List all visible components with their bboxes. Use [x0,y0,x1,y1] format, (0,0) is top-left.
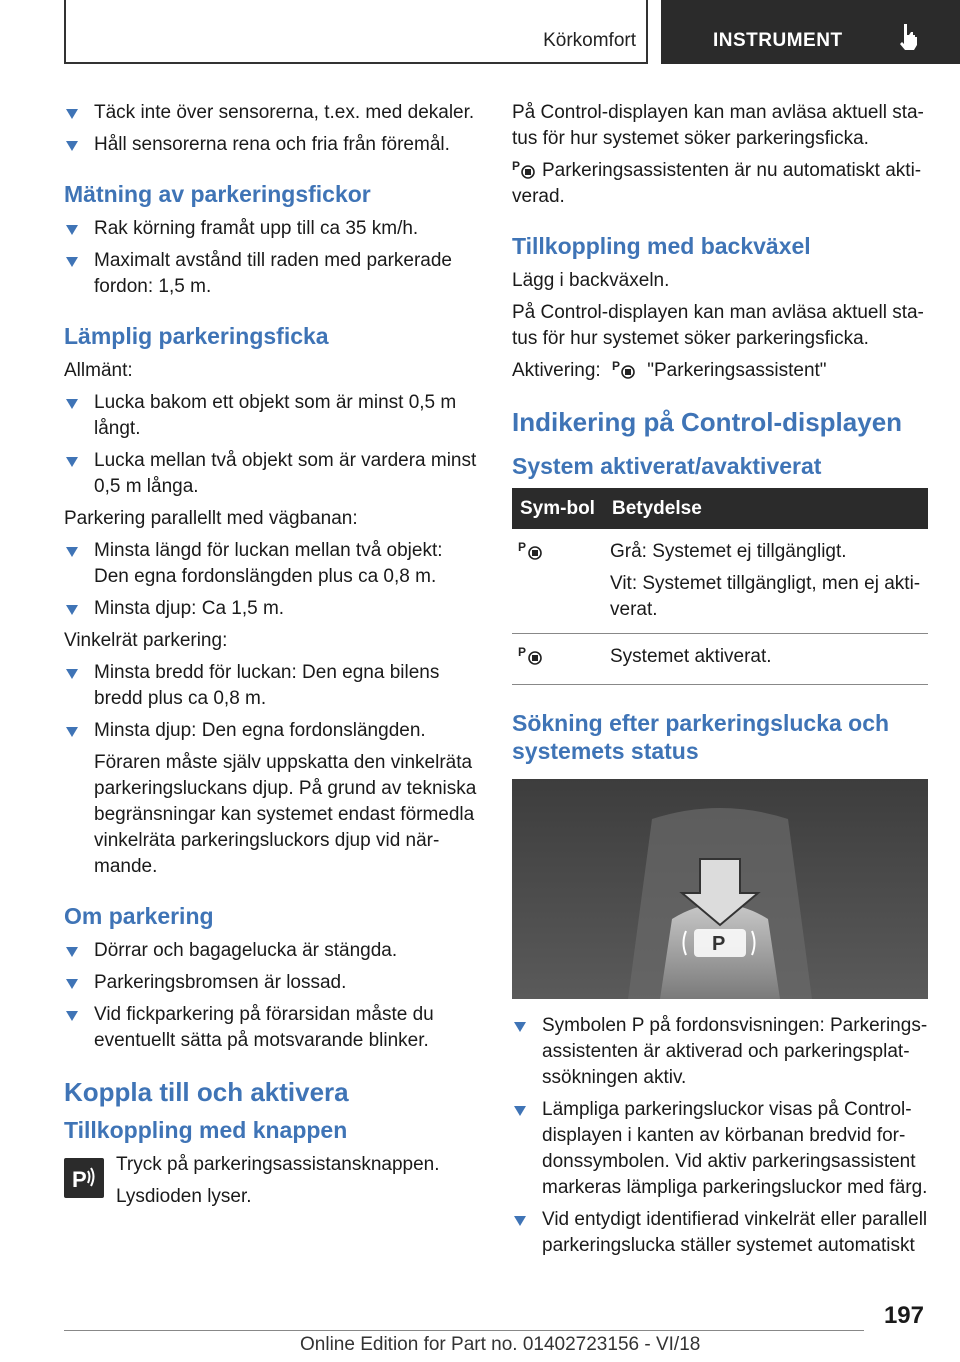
table-row [512,529,928,634]
table-header-meaning: Betydelse [604,488,928,529]
text-active-meaning: Systemet aktiverat. [604,634,928,685]
text-grey-meaning: Grå: Systemet ej tillgängligt. [610,541,847,562]
list-item: Parkeringsbromsen är lossad. [64,970,480,996]
list-item: Maximalt avstånd till raden med parkerade fordon: 1,5 m. [64,248,480,300]
heading-search: Sökning efter parkeringslucka och systemets status [512,710,890,764]
svg-text:P: P [712,933,726,955]
text-parallel: Parkering parallellt med vägbanan: [64,508,358,529]
button-instruction [64,1152,480,1216]
list-item: Rak körning framåt upp till ca 35 km/h. [64,216,480,242]
car-parking-display-illustration [512,779,928,999]
parking-assist-symbol-icon [512,158,536,180]
text-status: På Control-displayen kan man avläsa aktuell sta-tus för hur systemet söker parkeringsficka. [512,102,924,149]
parking-assist-symbol-icon [612,358,636,380]
list-item: Lucka mellan två objekt som är vardera minst 0,5 m långa. [64,448,480,500]
text-reverse: Lägg i backväxeln. [512,270,670,291]
svg-text:P: P [518,645,527,659]
list-item: Vid fickparkering på förarsidan måste du eventuellt sätta på motsvarande blinker. [64,1002,480,1054]
parking-assist-button-icon [64,1158,104,1198]
list-item: Symbolen P på fordonsvisningen: Parkerings-assistenten är aktiverad och parkeringsplat-ssökningen aktiv. [512,1013,928,1091]
header-chapter-box [661,0,960,64]
list-item: Lucka bakom ett objekt som är minst 0,5 m långt. [64,390,480,442]
table-header-symbol: Sym-bol [512,488,604,529]
heading-suitable: Lämplig parkeringsficka [64,323,329,349]
header-chapter-title: INSTRUMENT [713,30,843,51]
parking-assist-active-icon [518,644,544,666]
symbol-table [512,488,928,685]
heading-connect: Koppla till och aktivera [64,1077,349,1107]
heading-system-status: System aktiverat/avaktiverat [512,453,822,479]
bullet-list-general [64,390,480,500]
heading-indication: Indikering på Control-displayen [512,407,903,437]
text-status-2: På Control-displayen kan man avläsa aktuell sta-tus för hur systemet söker parkeringsficka. [512,302,924,349]
bullet-list-parallel [64,538,480,622]
header-section-title: Körkomfort [543,30,636,51]
bullet-list-about [64,938,480,1054]
footer-divider [64,1330,864,1331]
text-led: Lysdioden lyser. [116,1186,252,1207]
right-column [512,100,928,1265]
control-display-image [512,779,928,999]
heading-about-parking: Om parkering [64,903,214,929]
text-perp-note: Föraren måste själv uppskatta den vinkelräta parkeringsluckans djup. På grund av tekniska begränsningar kan systemet endast förmedla vinkelräta parkeringsluckors djup vid när-mande. [94,752,477,877]
parking-assist-inactive-icon [518,539,544,561]
list-item: Minsta djup: Ca 1,5 m. [64,596,480,622]
list-item: Dörrar och bagagelucka är stängda. [64,938,480,964]
list-item: Minsta djup: Den egna fordonslängden. [64,718,480,744]
list-item: Minsta längd för luckan mellan två objekt: Den egna fordonslängden plus ca 0,8 m. [64,538,480,590]
svg-text:P: P [611,359,620,373]
pointing-hand-icon [897,24,919,50]
footer-edition: Online Edition for Part no. 01402723156 - VI/18 [300,1334,701,1355]
text-press: Tryck på parkeringsassistansknappen. [116,1154,440,1175]
heading-measure: Mätning av parkeringsfickor [64,181,371,207]
text-perpendicular: Vinkelrät parkering: [64,630,228,651]
svg-text:P: P [518,540,527,554]
list-item: Lämpliga parkeringsluckor visas på Control-displayen i kanten av körbanan bredvid for-donssymbolen. Vid aktiv parkeringsassistent markeras lämpliga parkeringsluckor med färg. [512,1097,928,1201]
list-item: Håll sensorerna rena och fria från föremål. [64,132,480,158]
text-white-meaning: Vit: Systemet tillgängligt, men ej akti-verat. [610,573,921,620]
text-auto-active: P Parkeringsassistenten är nu automatiskt akti-verad. [512,159,922,207]
svg-text:P: P [72,1167,87,1192]
bullet-list-search [512,1013,928,1259]
page-number: 197 [883,1302,924,1329]
svg-text:P: P [512,159,521,173]
list-item: Täck inte över sensorerna, t.ex. med dekaler. [64,100,480,126]
bullet-list-sensors [64,100,480,158]
bullet-list-perpendicular [64,660,480,744]
table-row [512,634,928,685]
text-activation: Aktivering: P "Parkeringsassistent" [512,359,827,381]
heading-reverse: Tillkoppling med backväxel [512,233,811,259]
heading-button: Tillkoppling med knappen [64,1117,348,1143]
text-general: Allmänt: [64,360,133,381]
left-column [64,100,480,1216]
list-item: Vid entydigt identifierad vinkelrät eller parallell parkeringslucka ställer systemet automatiskt [512,1207,928,1259]
table-header-row [512,488,928,529]
list-item: Minsta bredd för luckan: Den egna bilens bredd plus ca 0,8 m. [64,660,480,712]
bullet-list-measure [64,216,480,300]
